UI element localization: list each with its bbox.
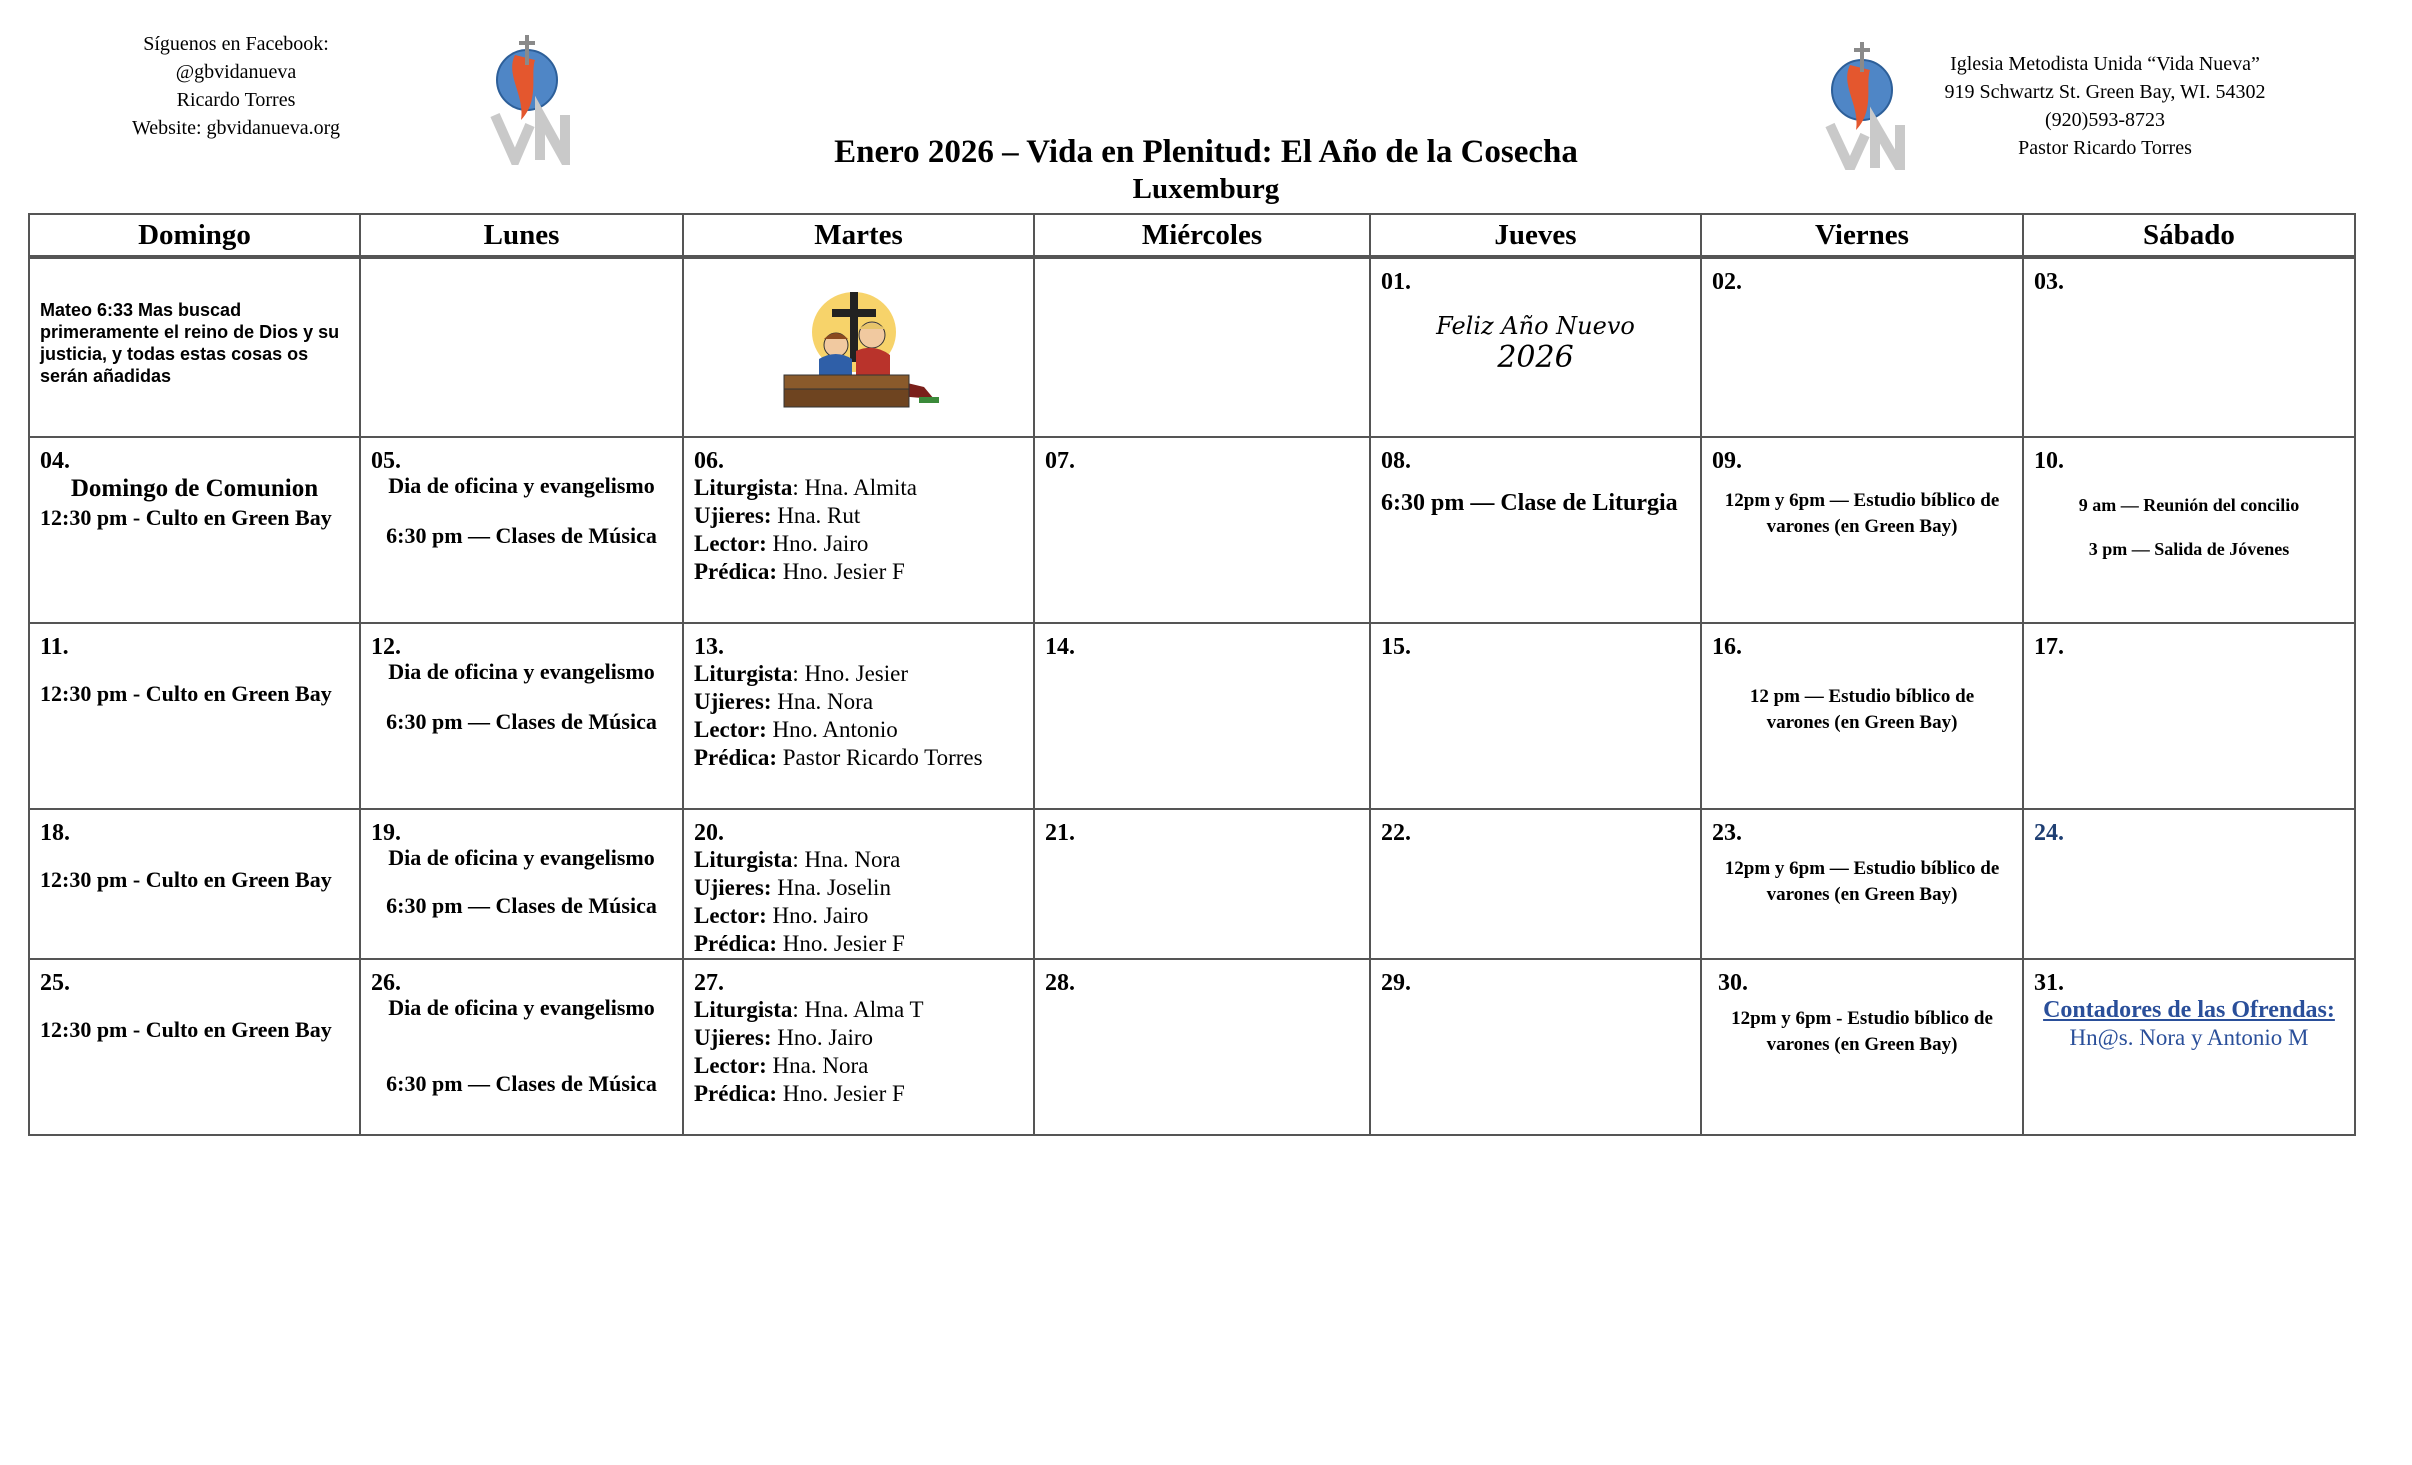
week-row	[29, 959, 2355, 1135]
office-day-event: Dia de oficina y evangelismo	[388, 659, 655, 684]
day-number: 03.	[2034, 269, 2064, 295]
day-number: 08.	[1381, 448, 1411, 474]
bible-verse: Mateo 6:33 Mas buscad primeramente el reino de Dios y su justicia, y todas estas cosas os serán añadidas	[40, 300, 340, 386]
reader-value: Hna. Nora	[766, 1053, 869, 1078]
church-name: Iglesia Metodista Unida “Vida Nueva”	[1950, 53, 2260, 75]
day-cell	[2023, 959, 2355, 1135]
calendar-title: Enero 2026 – Vida en Plenitud: El Año de la Cosecha	[834, 134, 1578, 170]
day-number: 25.	[40, 970, 70, 996]
music-class-event: 6:30 pm — Clases de Música	[386, 893, 657, 918]
day-number: 18.	[40, 820, 70, 846]
day-number: 21.	[1045, 820, 1075, 846]
offering-counters-names: Hn@s. Nora y Antonio M	[2069, 1025, 2309, 1050]
day-cell	[29, 809, 360, 959]
liturgist-label: Liturgista	[694, 475, 793, 500]
day-cell	[1370, 959, 1701, 1135]
preacher-value: Pastor Ricardo Torres	[777, 745, 983, 770]
music-class-event: 6:30 pm — Clases de Música	[386, 1071, 657, 1096]
day-number: 14.	[1045, 634, 1075, 660]
preacher-label: Prédica:	[694, 745, 778, 770]
day-cell	[683, 809, 1034, 959]
day-cell	[1034, 809, 1370, 959]
day-cell	[1370, 809, 1701, 959]
new-year-greeting: Feliz Año Nuevo	[1436, 312, 1635, 340]
calendar-grid	[28, 213, 2356, 1136]
church-phone: (920)593-8723	[2045, 109, 2165, 131]
day-cell	[360, 809, 683, 959]
day-cell	[29, 437, 360, 623]
preacher-value: Hno. Jesier F	[777, 1081, 905, 1106]
contact-info-left	[96, 30, 376, 142]
service-roles	[684, 846, 1033, 958]
website-text: Website: gbvidanueva.org	[132, 117, 340, 139]
empty-day-cell	[1034, 257, 1370, 437]
liturgist-value: : Hna. Alma T	[792, 997, 924, 1022]
day-number: 22.	[1381, 820, 1411, 846]
worship-event: 12:30 pm - Culto en Green Bay	[40, 681, 332, 706]
verse-cell	[29, 257, 360, 437]
day-number: 31.	[2034, 970, 2064, 996]
facebook-handle: @gbvidanueva	[175, 61, 297, 83]
day-cell	[1370, 623, 1701, 809]
reader-label: Lector:	[694, 717, 767, 742]
day-number: 20.	[694, 820, 724, 846]
day-cell	[1701, 959, 2023, 1135]
day-number: 04.	[40, 448, 70, 474]
liturgy-class-event: 6:30 pm — Clase de Liturgia	[1381, 490, 1678, 516]
day-cell	[683, 959, 1034, 1135]
service-roles	[684, 474, 1033, 586]
preacher-value: Hno. Jesier F	[777, 559, 905, 584]
ushers-label: Ujieres:	[694, 503, 772, 528]
day-cell	[1034, 959, 1370, 1135]
church-address: 919 Schwartz St. Green Bay, WI. 54302	[1944, 81, 2266, 103]
day-number: 30.	[1718, 970, 1748, 996]
day-cell	[1701, 257, 2023, 437]
service-roles	[684, 660, 1033, 772]
prayer-clipart-icon	[684, 259, 1033, 417]
weekday-header: Lunes	[360, 214, 683, 257]
preacher-label: Prédica:	[694, 559, 778, 584]
day-number: 10.	[2034, 448, 2064, 474]
weekday-header: Viernes	[1701, 214, 2023, 257]
day-number: 12.	[371, 634, 401, 660]
day-cell	[1370, 437, 1701, 623]
day-number: 26.	[371, 970, 401, 996]
facebook-label: Síguenos en Facebook:	[143, 33, 329, 55]
ushers-value: Hna. Rut	[771, 503, 861, 528]
day-cell	[683, 623, 1034, 809]
worship-event: 12:30 pm - Culto en Green Bay	[40, 867, 332, 892]
liturgist-label: Liturgista	[694, 997, 793, 1022]
bible-study-event: 12pm y 6pm — Estudio bíblico de varones (en Green Bay)	[1724, 490, 2000, 537]
day-cell	[2023, 437, 2355, 623]
offering-counters-link[interactable]: Contadores de las Ofrendas:	[2043, 997, 2335, 1023]
office-day-event: Dia de oficina y evangelismo	[388, 995, 655, 1020]
day-cell	[1701, 437, 2023, 623]
preacher-label: Prédica:	[694, 931, 778, 956]
calendar-subtitle: Luxemburg	[1132, 173, 1280, 205]
weekday-header-row	[29, 214, 2355, 257]
ushers-label: Ujieres:	[694, 689, 772, 714]
day-cell	[1034, 623, 1370, 809]
liturgist-value: : Hno. Jesier	[792, 661, 909, 686]
day-cell	[1034, 437, 1370, 623]
pastor-name: Pastor Ricardo Torres	[2018, 137, 2192, 159]
day-cell	[360, 623, 683, 809]
day-cell	[360, 959, 683, 1135]
day-cell	[2023, 257, 2355, 437]
music-class-event: 6:30 pm — Clases de Música	[386, 523, 657, 548]
day-cell	[1370, 257, 1701, 437]
preacher-label: Prédica:	[694, 1081, 778, 1106]
youth-outing-event: 3 pm — Salida de Jóvenes	[2088, 539, 2290, 559]
reader-label: Lector:	[694, 1053, 767, 1078]
council-meeting-event: 9 am — Reunión del concilio	[2078, 495, 2300, 515]
day-cell	[29, 623, 360, 809]
ushers-value: Hna. Nora	[771, 689, 874, 714]
liturgist-value: : Hna. Almita	[792, 475, 917, 500]
empty-day-cell	[360, 257, 683, 437]
bible-study-event: 12pm y 6pm - Estudio bíblico de varones (en Green Bay)	[1731, 1008, 1993, 1055]
weekday-header: Sábado	[2023, 214, 2355, 257]
day-number: 28.	[1045, 970, 1075, 996]
liturgist-label: Liturgista	[694, 661, 793, 686]
bible-study-event: 12pm y 6pm — Estudio bíblico de varones (en Green Bay)	[1724, 858, 2000, 905]
day-number: 02.	[1712, 269, 1742, 295]
day-number: 05.	[371, 448, 401, 474]
day-cell	[1701, 809, 2023, 959]
contact-name: Ricardo Torres	[176, 89, 296, 111]
week-row	[29, 437, 2355, 623]
reader-value: Hno. Antonio	[766, 717, 898, 742]
office-day-event: Dia de oficina y evangelismo	[388, 845, 655, 870]
day-number: 17.	[2034, 634, 2064, 660]
day-cell	[2023, 623, 2355, 809]
reader-value: Hno. Jairo	[766, 531, 869, 556]
day-number: 23.	[1712, 820, 1742, 846]
day-cell	[29, 959, 360, 1135]
music-class-event: 6:30 pm — Clases de Música	[386, 709, 657, 734]
day-number: 16.	[1712, 634, 1742, 660]
day-number: 27.	[694, 970, 724, 996]
liturgist-label: Liturgista	[694, 847, 793, 872]
day-number: 07.	[1045, 448, 1075, 474]
day-number: 29.	[1381, 970, 1411, 996]
day-cell	[360, 437, 683, 623]
reader-label: Lector:	[694, 531, 767, 556]
ushers-value: Hno. Jairo	[771, 1025, 874, 1050]
day-number: 09.	[1712, 448, 1742, 474]
reader-value: Hno. Jairo	[766, 903, 869, 928]
ushers-label: Ujieres:	[694, 875, 772, 900]
week-row	[29, 257, 2355, 437]
day-cell	[683, 437, 1034, 623]
day-number: 24.	[2034, 820, 2064, 846]
worship-event: 12:30 pm - Culto en Green Bay	[40, 1017, 332, 1042]
day-number: 13.	[694, 634, 724, 660]
weekday-header: Martes	[683, 214, 1034, 257]
ushers-value: Hna. Joselin	[771, 875, 891, 900]
communion-event: Domingo de Comunion	[70, 475, 319, 502]
week-row	[29, 623, 2355, 809]
clipart-cell	[683, 257, 1034, 437]
worship-event: 12:30 pm - Culto en Green Bay	[40, 505, 332, 530]
weekday-header: Jueves	[1370, 214, 1701, 257]
ushers-label: Ujieres:	[694, 1025, 772, 1050]
service-roles	[684, 996, 1033, 1108]
new-year-year: 2026	[1497, 340, 1574, 375]
office-day-event: Dia de oficina y evangelismo	[388, 473, 655, 498]
day-cell	[2023, 809, 2355, 959]
day-number: 19.	[371, 820, 401, 846]
weekday-header: Miércoles	[1034, 214, 1370, 257]
liturgist-value: : Hna. Nora	[792, 847, 901, 872]
day-cell	[1701, 623, 2023, 809]
day-number: 01.	[1381, 269, 1411, 295]
bible-study-event: 12 pm — Estudio bíblico de varones (en Green Bay)	[1749, 686, 1975, 733]
day-number: 06.	[694, 448, 724, 474]
weekday-header: Domingo	[29, 214, 360, 257]
week-row	[29, 809, 2355, 959]
reader-label: Lector:	[694, 903, 767, 928]
day-number: 15.	[1381, 634, 1411, 660]
day-number: 11.	[40, 634, 69, 660]
preacher-value: Hno. Jesier F	[777, 931, 905, 956]
